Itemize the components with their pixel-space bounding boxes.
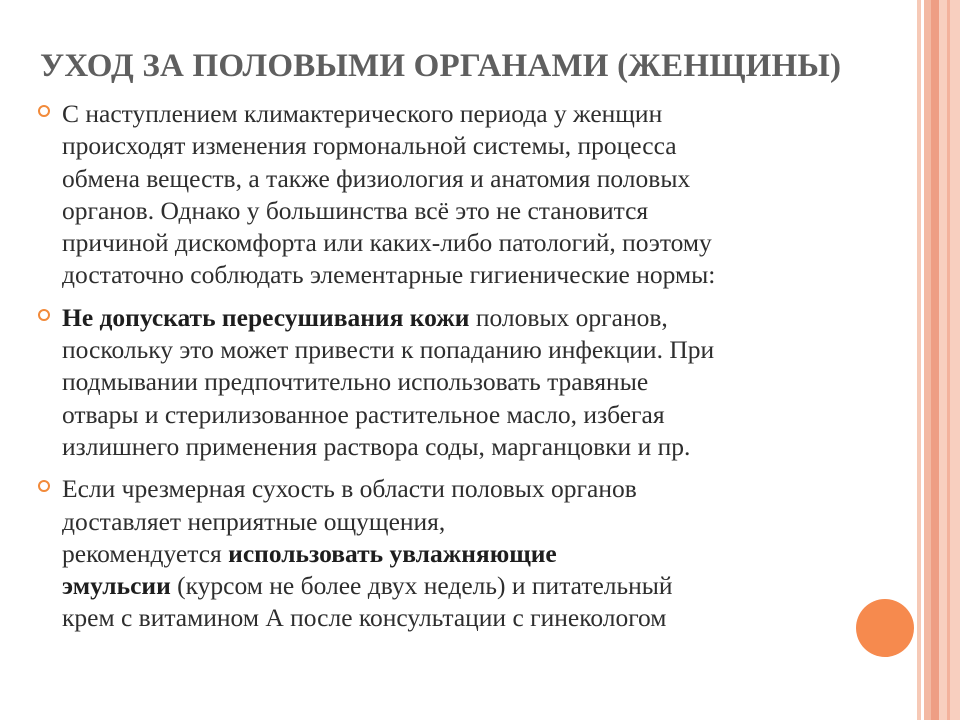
- text-line: [62, 259, 916, 291]
- bullet-item: [36, 302, 916, 463]
- text-segment: органов. Однако у большинства всё это не становится: [62, 195, 649, 225]
- slide-title: УХОД ЗА ПОЛОВЫМИ ОРГАНАМИ (ЖЕНЩИНЫ): [40, 48, 842, 84]
- text-line: [62, 570, 916, 602]
- text-line: [62, 538, 916, 570]
- text-segment: излишнего применения раствора соды, марганцовки и пр.: [62, 431, 691, 461]
- ring-bullet-icon: [38, 480, 50, 492]
- text-line: [62, 602, 916, 634]
- ring-bullet-icon: [38, 309, 50, 321]
- text-line: [62, 473, 916, 505]
- slide-content: [36, 98, 916, 645]
- text-segment: отвары и стерилизованное растительное масло, избегая: [62, 399, 665, 429]
- text-segment: подмывании предпочтительно использовать травяные: [62, 367, 649, 397]
- bold-text: эмульсии: [62, 571, 171, 601]
- text-segment: обмена веществ, а также физиология и анатомия половых: [62, 163, 691, 193]
- text-line: [62, 98, 916, 130]
- ring-bullet-icon: [38, 105, 50, 117]
- text-line: [62, 130, 916, 162]
- text-line: [62, 399, 916, 431]
- orange-circle-decoration: [856, 599, 914, 657]
- bold-text: Не допускать пересушивания кожи: [62, 302, 470, 332]
- decorative-stripe: [917, 0, 921, 720]
- text-line: [62, 431, 916, 463]
- text-segment: (курсом не более двух недель) и питательный: [170, 571, 673, 601]
- bold-text: использовать увлажняющие: [228, 538, 557, 568]
- text-segment: рекомендуется: [62, 538, 229, 568]
- text-segment: половых органов,: [469, 302, 668, 332]
- text-segment: Если чрезмерная сухость в области половых органов: [62, 474, 637, 504]
- text-segment: происходят изменения гормональной системы, процесса: [62, 131, 677, 161]
- bullet-item: [36, 473, 916, 634]
- text-line: [62, 506, 916, 538]
- text-line: [62, 334, 916, 366]
- text-segment: крем с витамином А после консультации с гинекологом: [62, 603, 667, 633]
- decorative-stripe: [924, 0, 931, 720]
- text-segment: доставляет неприятные ощущения,: [62, 506, 446, 536]
- text-segment: поскольку это может привести к попаданию инфекции. При: [62, 335, 715, 365]
- text-line: [62, 195, 916, 227]
- text-segment: С наступлением климактерического периода у женщин: [62, 99, 663, 128]
- text-line: [62, 163, 916, 195]
- text-line: [62, 366, 916, 398]
- bullet-item: [36, 98, 916, 292]
- decorative-stripe: [947, 0, 950, 720]
- text-line: [62, 227, 916, 259]
- text-segment: причиной дискомфорта или каких-либо патологий, поэтому: [62, 228, 712, 258]
- text-segment: достаточно соблюдать элементарные гигиенические нормы:: [62, 260, 716, 290]
- text-line: [62, 302, 916, 334]
- decorative-stripe: [931, 0, 939, 720]
